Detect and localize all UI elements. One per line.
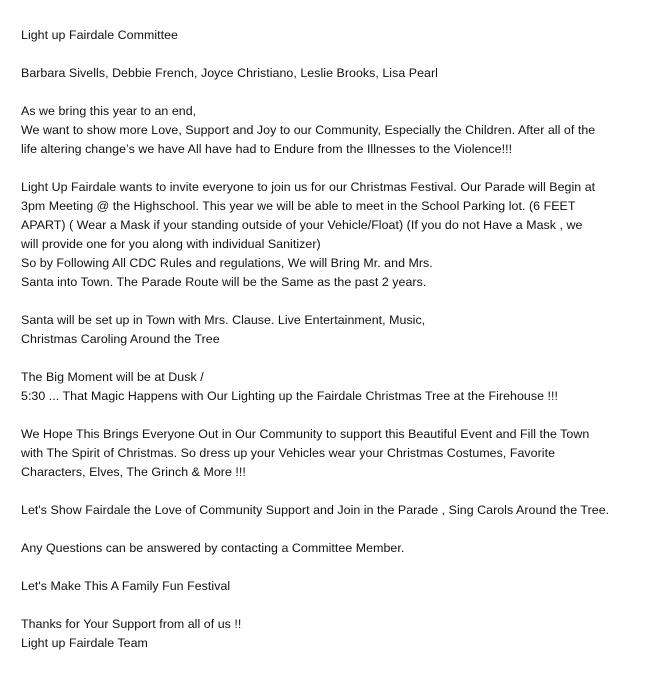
hope-paragraph [21,425,653,482]
spacer [21,558,653,577]
spacer [21,349,653,368]
questions-line: Any Questions can be answered by contacting a Committee Member. [21,541,405,555]
hope-line: We Hope This Brings Everyone Out in Our Community to support this Beautiful Event and Fill the Town [21,427,590,441]
moment-line: 5:30 ... That Magic Happens with Our Lighting up the Fairdale Christmas Tree at the Firehouse !!! [21,389,558,403]
committee-title: Light up Fairdale Committee [21,28,178,42]
santa-line: Santa will be set up in Town with Mrs. Clause. Live Entertainment, Music, [21,313,426,327]
spacer [21,520,653,539]
santa-paragraph [21,311,653,349]
hope-line: Characters, Elves, The Grinch & More !!! [21,465,246,479]
invite-line: will provide one for you along with individual Sanitizer) [21,237,321,251]
moment-paragraph [21,368,653,406]
spacer [21,596,653,615]
santa-line: Christmas Caroling Around the Tree [21,332,220,346]
spacer [21,482,653,501]
document-body [21,26,653,653]
moment-line: The Big Moment will be at Dusk / [21,370,204,384]
closing-paragraph [21,615,653,653]
signature-line: Light up Fairdale Team [21,636,148,650]
spacer [21,292,653,311]
intro-line: As we bring this year to an end, [21,104,197,118]
invite-line: 3pm Meeting @ the Highschool. This year we will be able to meet in the School Parking lot. (6 FEET [21,199,576,213]
closing-line: Thanks for Your Support from all of us !! [21,617,242,631]
hope-line: with The Spirit of Christmas. So dress up your Vehicles wear your Christmas Costumes, Favorite [21,446,556,460]
intro-line: We want to show more Love, Support and Joy to our Community, Especially the Children. After all of the [21,123,596,137]
intro-paragraph [21,102,653,159]
spacer [21,45,653,64]
spacer [21,83,653,102]
intro-line: life altering change’s we have All have had to Endure from the Illnesses to the Violence!!! [21,142,513,156]
show-support-line: Let's Show Fairdale the Love of Community Support and Join in the Parade , Sing Carols Around the Tree. [21,503,610,517]
invite-line: Santa into Town. The Parade Route will be the Same as the past 2 years. [21,275,427,289]
spacer [21,159,653,178]
committee-members: Barbara Sivells, Debbie French, Joyce Christiano, Leslie Brooks, Lisa Pearl [21,66,438,80]
invite-line: So by Following All CDC Rules and regulations, We will Bring Mr. and Mrs. [21,256,433,270]
invite-paragraph [21,178,653,292]
family-fun-line: Let's Make This A Family Fun Festival [21,579,231,593]
invite-line: Light Up Fairdale wants to invite everyone to join us for our Christmas Festival. Our Parade will Begin at [21,180,596,194]
invite-line: APART) ( Wear a Mask if your standing outside of your Vehicle/Float) (If you do not Have a Mask , we [21,218,583,232]
spacer [21,406,653,425]
